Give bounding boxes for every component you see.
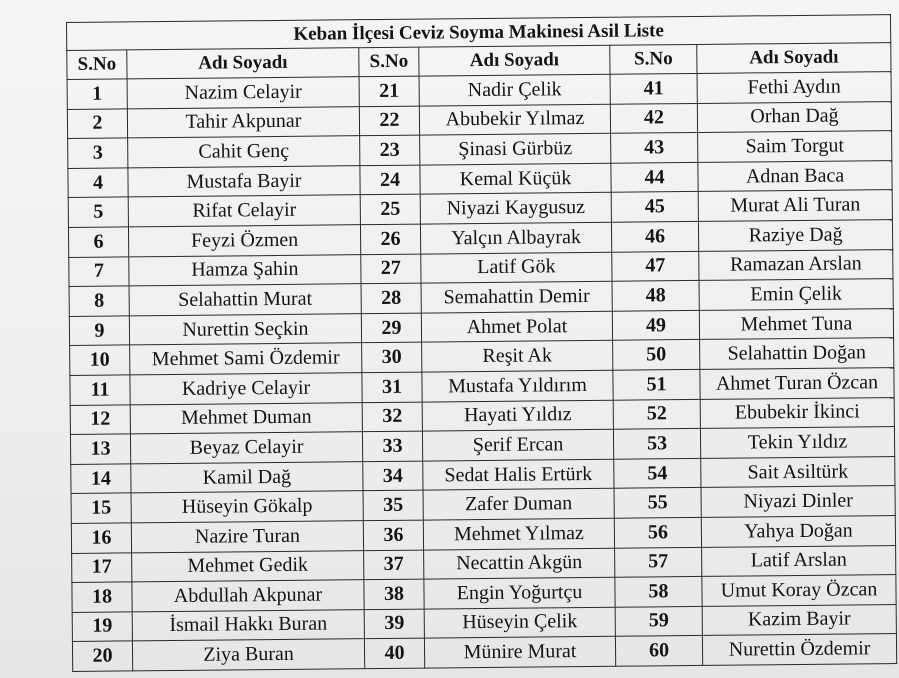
sno-cell: 7 (69, 256, 129, 286)
name-cell: Engin Yoğurtçu (424, 577, 615, 608)
name-header: Adı Soyadı (419, 45, 610, 76)
name-cell: Hüseyin Gökalp (131, 491, 363, 523)
name-cell: Nadir Çelik (419, 74, 610, 105)
sno-cell: 39 (364, 609, 424, 639)
name-cell: Ramazan Arslan (699, 249, 893, 280)
name-cell: Sait Asiltürk (701, 456, 895, 487)
sno-cell: 53 (613, 429, 700, 459)
name-cell: Yahya Doğan (701, 515, 895, 546)
name-cell: Reşit Ak (422, 341, 613, 372)
sno-cell: 1 (67, 79, 127, 109)
name-cell: Murat Ali Turan (698, 190, 892, 221)
name-cell: Hüseyin Çelik (424, 607, 615, 638)
name-cell: Mehmet Yılmaz (423, 518, 614, 549)
sno-cell: 26 (360, 224, 420, 254)
sno-cell: 14 (71, 464, 131, 494)
name-cell: Abdullah Akpunar (132, 580, 364, 612)
name-cell: Semahattin Demir (421, 281, 612, 312)
sno-header: S.No (610, 44, 697, 74)
name-cell: Mehmet Tuna (699, 308, 893, 339)
sno-header: S.No (359, 47, 419, 77)
name-cell: Beyaz Celayir (130, 432, 362, 464)
sno-cell: 18 (72, 582, 132, 612)
name-cell: Selahattin Doğan (700, 338, 894, 369)
name-cell: Necattin Akgün (424, 548, 615, 579)
sno-cell: 10 (70, 345, 130, 375)
sno-cell: 59 (615, 606, 702, 636)
name-cell: Selahattin Murat (129, 284, 361, 316)
sno-cell: 8 (69, 286, 129, 316)
sno-cell: 19 (72, 612, 132, 642)
name-header: Adı Soyadı (697, 43, 891, 74)
name-cell: Rifat Celayir (128, 195, 360, 227)
sno-cell: 45 (611, 192, 698, 222)
table-body (67, 72, 897, 672)
sno-cell: 3 (68, 138, 128, 168)
name-cell: İsmail Hakkı Buran (132, 609, 364, 641)
name-header: Adı Soyadı (127, 48, 359, 79)
sno-cell: 57 (615, 547, 702, 577)
name-cell: Feyzi Özmen (128, 225, 360, 257)
sno-cell: 27 (361, 254, 421, 284)
name-cell: Ebubekir İkinci (700, 397, 894, 428)
sno-cell: 32 (362, 402, 422, 432)
name-cell: Fethi Aydın (697, 72, 891, 103)
name-cell: Latif Arslan (702, 545, 896, 576)
sno-cell: 41 (610, 73, 697, 103)
name-cell: Saim Torgut (698, 131, 892, 162)
name-cell: Mustafa Yıldırım (422, 370, 613, 401)
sno-cell: 29 (361, 313, 421, 343)
sno-cell: 51 (613, 369, 700, 399)
sno-cell: 42 (610, 103, 697, 133)
sno-cell: 55 (614, 488, 701, 518)
name-cell: Niyazi Dinler (701, 486, 895, 517)
name-cell: Emin Çelik (699, 279, 893, 310)
sno-cell: 34 (363, 461, 423, 491)
name-cell: Mehmet Gedik (132, 550, 364, 582)
sno-cell: 31 (362, 372, 422, 402)
name-cell: Kazim Bayir (702, 604, 896, 635)
name-cell: Şinasi Gürbüz (420, 133, 611, 164)
name-cell: Tekin Yıldız (700, 427, 894, 458)
sno-cell: 16 (71, 523, 131, 553)
name-cell: Mustafa Bayir (128, 165, 360, 197)
sno-cell: 38 (364, 579, 424, 609)
name-cell: Latif Gök (421, 252, 612, 283)
name-cell: Ahmet Turan Özcan (700, 368, 894, 399)
sno-cell: 56 (614, 517, 701, 547)
name-cell: Münire Murat (424, 637, 615, 668)
name-cell: Hamza Şahin (129, 254, 361, 286)
sno-cell: 60 (615, 636, 702, 666)
name-cell: Umut Koray Özcan (702, 575, 896, 606)
sno-cell: 58 (615, 577, 702, 607)
name-cell: Abubekir Yılmaz (419, 104, 610, 135)
name-cell: Ahmet Polat (421, 311, 612, 342)
name-cell: Niyazi Kaygusuz (420, 193, 611, 224)
sno-cell: 52 (613, 399, 700, 429)
name-cell: Sedat Halis Ertürk (423, 459, 614, 490)
sno-cell: 6 (68, 227, 128, 257)
sno-cell: 35 (363, 490, 423, 520)
sno-cell: 20 (72, 641, 132, 671)
sno-cell: 22 (359, 106, 419, 136)
sno-cell: 5 (68, 197, 128, 227)
sno-cell: 25 (360, 194, 420, 224)
sno-cell: 9 (69, 316, 129, 346)
name-cell: Nurettin Seçkin (129, 313, 361, 345)
name-cell: Zafer Duman (423, 489, 614, 520)
name-cell: Nurettin Özdemir (702, 634, 896, 665)
sno-cell: 54 (614, 458, 701, 488)
sno-cell: 46 (611, 221, 698, 251)
sno-cell: 50 (613, 340, 700, 370)
sno-cell: 36 (363, 520, 423, 550)
sno-cell: 4 (68, 168, 128, 198)
name-cell: Adnan Baca (698, 160, 892, 191)
sno-cell: 15 (71, 493, 131, 523)
document-title: Keban İlçesi Ceviz Soyma Makinesi Asil Liste (67, 15, 891, 51)
sno-cell: 48 (612, 281, 699, 311)
sno-cell: 24 (360, 165, 420, 195)
sno-cell: 40 (364, 638, 424, 668)
name-cell: Yalçın Albayrak (420, 222, 611, 253)
sno-cell: 44 (611, 162, 698, 192)
name-cell: Kadriye Celayir (130, 373, 362, 405)
name-cell: Orhan Dağ (697, 101, 891, 132)
name-cell: Şerif Ercan (422, 429, 613, 460)
sno-cell: 21 (359, 76, 419, 106)
name-cell: Kamil Dağ (131, 461, 363, 493)
sno-cell: 2 (67, 109, 127, 139)
sno-cell: 11 (70, 375, 130, 405)
name-cell: Mehmet Duman (130, 402, 362, 434)
name-cell: Mehmet Sami Özdemir (130, 343, 362, 375)
sno-cell: 28 (361, 283, 421, 313)
sno-cell: 47 (612, 251, 699, 281)
sno-cell: 33 (362, 431, 422, 461)
sno-cell: 12 (70, 404, 130, 434)
name-cell: Nazim Celayir (127, 77, 359, 109)
name-cell: Hayati Yıldız (422, 400, 613, 431)
name-cell: Raziye Dağ (698, 220, 892, 251)
name-cell: Ziya Buran (132, 639, 364, 671)
sno-cell: 49 (612, 310, 699, 340)
sno-cell: 23 (360, 135, 420, 165)
sno-cell: 13 (70, 434, 130, 464)
sno-cell: 43 (611, 133, 698, 163)
sno-header: S.No (67, 50, 127, 80)
name-cell: Kemal Küçük (420, 163, 611, 194)
sno-cell: 30 (362, 342, 422, 372)
name-cell: Tahir Akpunar (127, 106, 359, 138)
name-cell: Nazire Turan (131, 521, 363, 553)
list-table (66, 14, 897, 672)
name-cell: Cahit Genç (128, 136, 360, 168)
sno-cell: 37 (364, 550, 424, 580)
sno-cell: 17 (72, 552, 132, 582)
